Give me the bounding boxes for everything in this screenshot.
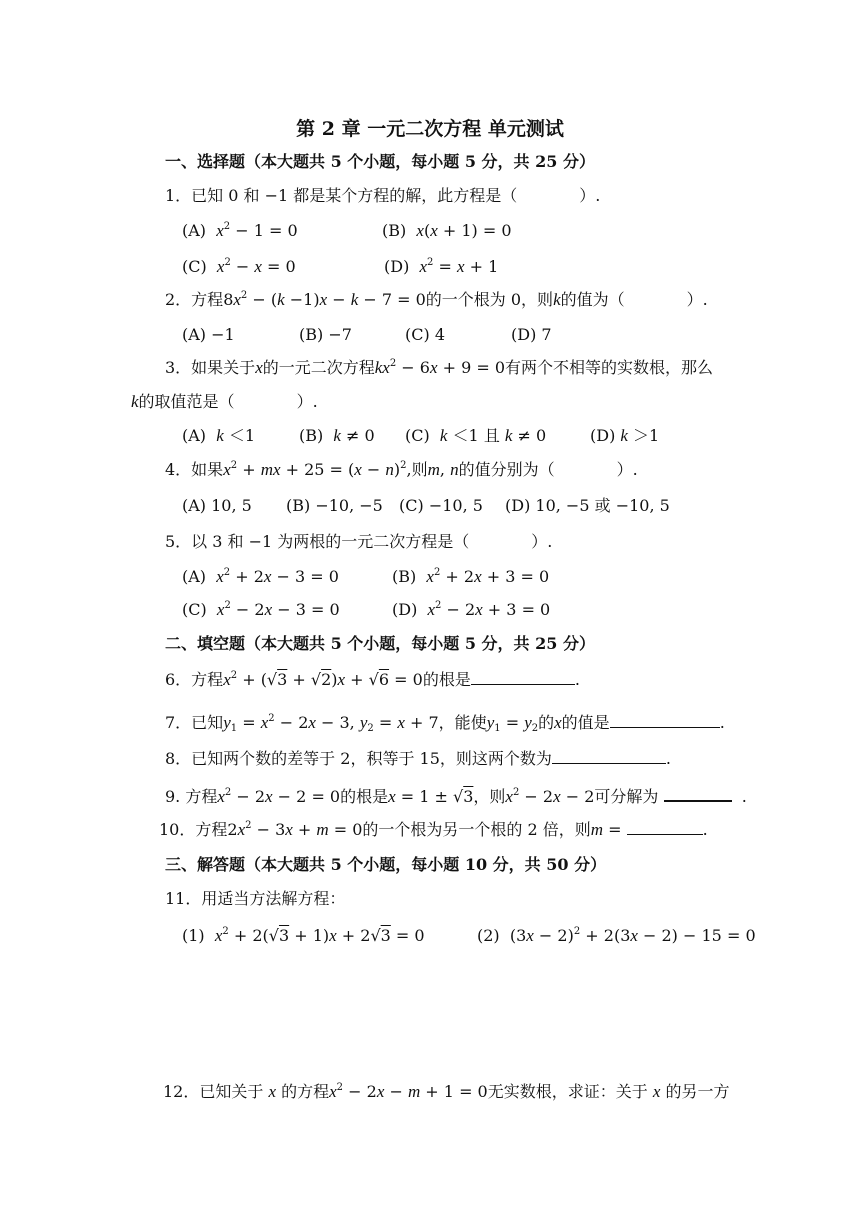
page-title: 第 2 章 一元二次方程 单元测试 [296, 118, 564, 140]
q2-option-b: (B) −7 [299, 325, 352, 344]
q3-option-a: (A) k ＜1 [182, 426, 256, 445]
q1-option-a: (A) $x^2 - 1 = 0$ [182, 221, 298, 240]
q4-option-b: (B) −10, −5 [286, 496, 383, 515]
q3-option-b: (B) k ≠ 0 [299, 426, 375, 445]
question-3: 3．如果关于x的一元二次方程$kx^2 - 6x + 9 = 0$有两个不相等的实数根，那么 [165, 358, 714, 377]
q1-option-b: (B) x(x + 1) = 0 [382, 221, 512, 240]
question-6: 6．方程$x^2 + (√3 + √2)x + √6 = 0$的根是 . [165, 670, 580, 689]
q1-option-c: (C) $x^2 - x = 0$ [182, 257, 296, 276]
question-10: 10．方程$2x^2 - 3x + m = 0$的一个根为另一个根的 2 倍，则m = . [159, 820, 708, 839]
question-1: 1．已知 0 和 −1 都是某个方程的解，此方程是（ ）. [165, 186, 601, 205]
q2-option-d: (D) 7 [511, 325, 552, 344]
question-5: 5．以 3 和 −1 为两根的一元二次方程是（ ）. [165, 532, 553, 551]
question-9: 9. 方程$x^2 - 2x - 2 = 0$的根是x = 1 ± √3，则$x^2 - 2x - 2$可分解为 . [165, 787, 747, 806]
question-12: 12．已知关于 x 的方程$x^2 - 2x - m + 1 = 0$无实数根，求证：关于 x 的另一方 [163, 1082, 730, 1101]
section-heading-fill: 二、填空题（本大题共 5 个小题，每小题 5 分，共 25 分） [165, 634, 595, 653]
q5-option-a: (A) $x^2 + 2x - 3 = 0$ [182, 567, 339, 586]
section-heading-solve: 三、解答题（本大题共 5 个小题，每小题 10 分，共 50 分） [165, 855, 607, 874]
question-8: 8．已知两个数的差等于 2，积等于 15，则这两个数为 . [165, 749, 671, 768]
q5-option-d: (D) $x^2 - 2x + 3 = 0$ [392, 600, 551, 619]
q3-option-c: (C) k ＜1 且 k ≠ 0 [405, 426, 547, 445]
q4-option-c: (C) −10, 5 [399, 496, 483, 515]
q5-option-b: (B) $x^2 + 2x + 3 = 0$ [392, 567, 550, 586]
q11-part-1: (1) $x^2 + 2(√3 + 1)x + 2√3 = 0$ [182, 926, 425, 945]
question-3-cont: k的取值范是（ ）. [131, 392, 318, 411]
question-7: 7．已知$y_1 = x^2 - 2x - 3$, $y_2 = x + 7$，能使$y_1 = y_2$的x的值是 . [165, 713, 725, 734]
question-4: 4．如果$x^2$ + mx + $25 = (x - n)^2$,则m, n的值分别为（ ）. [165, 460, 638, 479]
q5-option-c: (C) $x^2 - 2x - 3 = 0$ [182, 600, 340, 619]
question-11: 11．用适当方法解方程： [165, 889, 346, 908]
section-heading-choice: 一、选择题（本大题共 5 个小题，每小题 5 分，共 25 分） [165, 152, 595, 171]
q4-option-a: (A) 10, 5 [182, 496, 252, 515]
q1-option-d: (D) $x^2 = x + 1$ [384, 257, 499, 276]
question-2: 2．方程$8x^2 - (k -1)x - k - 7 = 0$的一个根为 0，则k的值为（ ）. [165, 290, 708, 309]
q4-option-d: (D) 10, −5 或 −10, 5 [505, 496, 670, 515]
q2-option-a: (A) −1 [182, 325, 235, 344]
q3-option-d: (D) k ＞1 [590, 426, 660, 445]
q2-option-c: (C) 4 [405, 325, 445, 344]
q11-part-2: (2) $(3x - 2)^2 + 2(3x - 2) - 15 = 0$ [477, 926, 756, 945]
